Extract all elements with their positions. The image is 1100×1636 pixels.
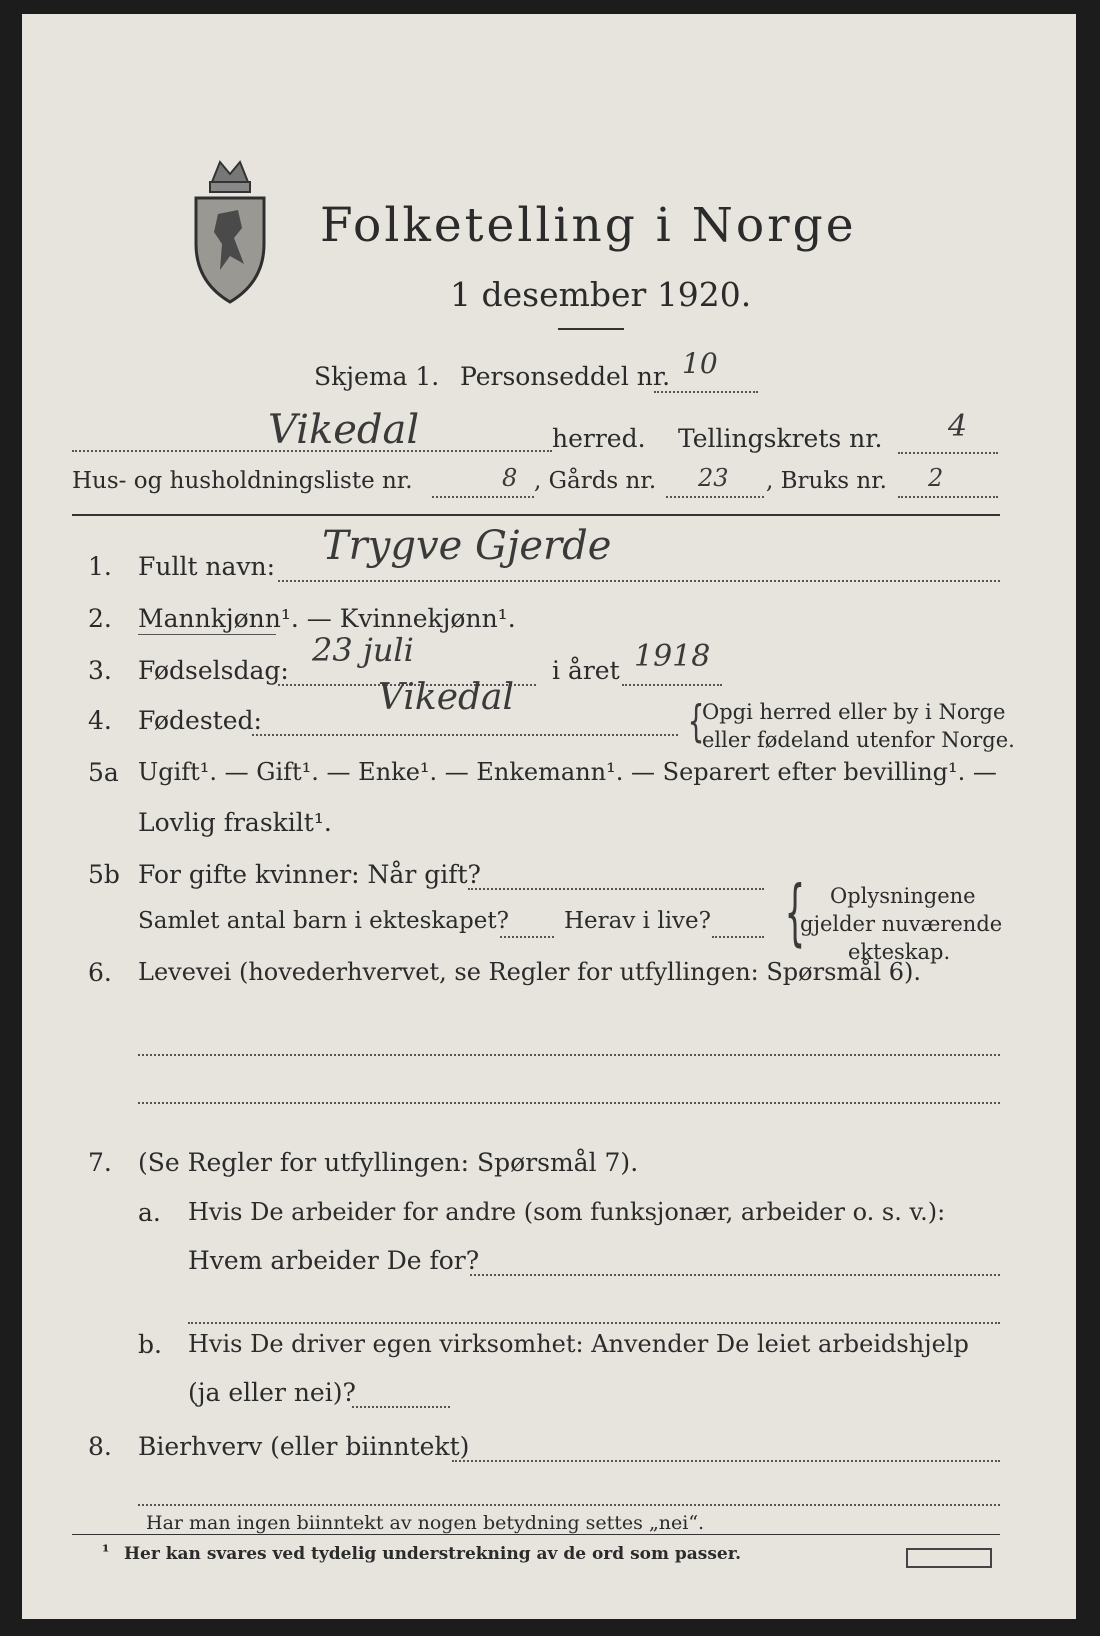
footnote-mark: ¹: [102, 1542, 110, 1562]
printer-stamp: [906, 1548, 992, 1568]
q1-label: Fullt navn:: [138, 552, 276, 581]
q5b-live-line: [712, 936, 764, 938]
q7b-line2: (ja eller nei)?: [188, 1378, 356, 1407]
q4-value[interactable]: Vikedal: [378, 677, 515, 718]
q6-label: Levevei (hovederhvervet, se Regler for utfyllingen: Spørsmål 6).: [138, 958, 922, 986]
q3-year-line: [622, 684, 722, 686]
q2-mannkjonn-underline: [138, 634, 276, 635]
q5b-live-label: Herav i live?: [564, 908, 711, 934]
hus-value[interactable]: 8: [502, 464, 518, 492]
q8-label: Bierhverv (eller biinntekt): [138, 1432, 470, 1461]
q4-note-brace: {: [687, 696, 705, 747]
q6-number: 6.: [88, 958, 112, 987]
q7a-line-2[interactable]: [188, 1322, 1000, 1324]
q5b-line1: For gifte kvinner: Når gift?: [138, 860, 481, 889]
q7b-line[interactable]: [352, 1406, 450, 1408]
q5b-barn-line: [500, 936, 554, 938]
q8-note: Har man ingen biinntekt av nogen betydning settes „nei“.: [146, 1512, 705, 1534]
q1-number: 1.: [88, 552, 112, 581]
hus-label: Hus- og husholdningsliste nr.: [72, 468, 413, 494]
q2-label: Mannkjønn¹. — Kvinnekjønn¹.: [138, 604, 516, 633]
q5a-number: 5a: [88, 758, 119, 787]
q5a-line1: Ugift¹. — Gift¹. — Enke¹. — Enkemann¹. — Separert efter bevilling¹. —: [138, 758, 997, 786]
tellingskrets-value[interactable]: 4: [948, 409, 968, 444]
census-form: [22, 14, 1076, 1619]
q8-line2[interactable]: [138, 1504, 1000, 1506]
q7b-line1: Hvis De driver egen virksomhet: Anvender De leiet arbeidshjelp: [188, 1330, 969, 1358]
q3-label: Fødselsdag:: [138, 656, 289, 685]
skjema-label: Skjema 1.: [314, 362, 440, 391]
q7a-line-1[interactable]: [470, 1274, 1000, 1276]
q4-number: 4.: [88, 706, 112, 735]
hus-line: [432, 496, 534, 498]
form-title: Folketelling i Norge: [320, 198, 857, 253]
q5b-barn-label: Samlet antal barn i ekteskapet?: [138, 908, 509, 934]
footnote-divider: [72, 1534, 1000, 1535]
bruks-value[interactable]: 2: [928, 464, 944, 492]
q3-year-value[interactable]: 1918: [634, 639, 711, 674]
q3-year-label: i året: [552, 656, 620, 685]
q4-note-line1: Opgi herred eller by i Norge: [702, 700, 1006, 724]
q5b-note-line1: Oplysningene: [830, 884, 976, 908]
title-divider: [558, 328, 624, 330]
q3-number: 3.: [88, 656, 112, 685]
q7-number: 7.: [88, 1148, 112, 1177]
bruks-label: , Bruks nr.: [766, 468, 887, 494]
q2-number: 2.: [88, 604, 112, 633]
q7b-number: b.: [138, 1330, 162, 1359]
q5b-gift-line: [468, 888, 764, 890]
herred-label: herred.: [552, 424, 646, 453]
q4-label: Fødested:: [138, 706, 262, 735]
q5a-line2: Lovlig fraskilt¹.: [138, 808, 332, 837]
q3-value[interactable]: 23 juli: [312, 631, 414, 669]
q7a-line1: Hvis De arbeider for andre (som funksjonær, arbeider o. s. v.):: [188, 1198, 946, 1226]
q8-line1[interactable]: [452, 1460, 1000, 1462]
herred-value[interactable]: Vikedal: [268, 407, 420, 453]
header-divider: [72, 514, 1000, 516]
gards-line: [666, 496, 764, 498]
personseddel-line: [654, 391, 758, 393]
q7a-line2: Hvem arbeider De for?: [188, 1246, 480, 1275]
q7-label: (Se Regler for utfyllingen: Spørsmål 7).: [138, 1148, 639, 1177]
q5b-note-line3: ekteskap.: [848, 940, 951, 964]
q6-line2[interactable]: [138, 1102, 1000, 1104]
tellingskrets-line: [898, 452, 998, 454]
gards-label: , Gårds nr.: [534, 468, 657, 494]
q4-note-line2: eller fødeland utenfor Norge.: [702, 728, 1015, 752]
q1-line: [278, 580, 1000, 582]
personseddel-value[interactable]: 10: [682, 347, 718, 380]
q4-line: [252, 734, 678, 736]
footnote-text: Her kan svares ved tydelig understrekning av de ord som passer.: [124, 1544, 742, 1564]
gards-value[interactable]: 23: [698, 464, 729, 492]
coat-of-arms-icon: [190, 152, 270, 304]
q5b-note-brace: {: [784, 870, 806, 954]
bruks-line: [898, 496, 998, 498]
q6-line1[interactable]: [138, 1054, 1000, 1056]
personseddel-label: Personseddel nr.: [460, 362, 671, 391]
tellingskrets-label: Tellingskrets nr.: [678, 424, 883, 453]
form-date: 1 desember 1920.: [450, 275, 752, 314]
q7a-number: a.: [138, 1198, 161, 1227]
q1-value[interactable]: Trygve Gjerde: [322, 523, 612, 569]
q5b-note-line2: gjelder nuværende: [800, 912, 1003, 936]
q5b-number: 5b: [88, 860, 120, 889]
q8-number: 8.: [88, 1432, 112, 1461]
